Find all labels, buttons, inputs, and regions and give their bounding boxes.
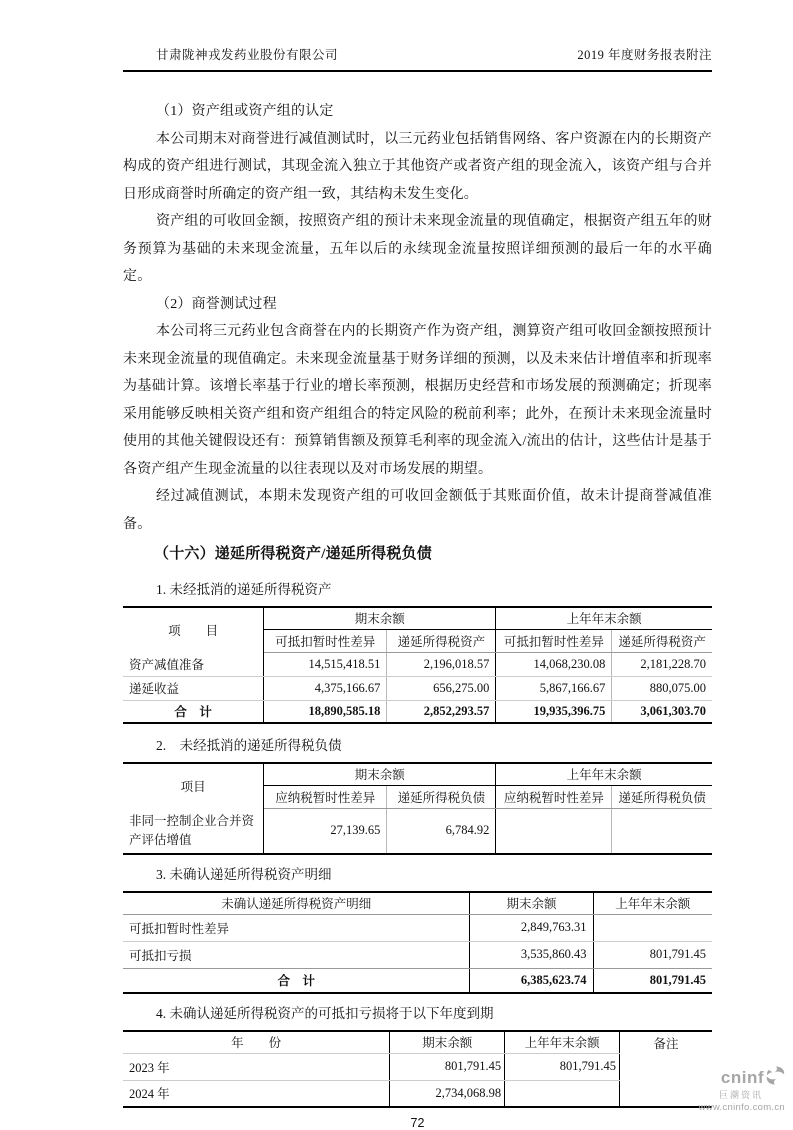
table-header-row [123, 763, 712, 785]
row-label: 递延收益 [123, 676, 264, 700]
header-cell: 递延所得税负债 [612, 785, 712, 808]
header-cell: 期末余额 [390, 1031, 505, 1053]
header-cell: 未确认递延所得税资产明细 [123, 892, 470, 914]
header-cell: 可抵扣暂时性差异 [264, 629, 387, 652]
header-cell: 期末余额 [264, 763, 496, 785]
cninfo-swirl-icon [766, 1066, 785, 1089]
unrecognized-deferred-tax-table [123, 891, 712, 994]
header-cell: 备注 [653, 1036, 679, 1051]
total-label: 合 计 [123, 700, 264, 723]
value-cell: 2,181,228.70 [612, 652, 712, 676]
value-cell: 801,791.45 [505, 1053, 620, 1080]
total-value: 6,385,623.74 [470, 968, 593, 993]
header-cell: 上年年末余额 [496, 763, 712, 785]
value-cell: 2,734,068.98 [390, 1080, 505, 1107]
table-row [123, 941, 712, 968]
row-label: 可抵扣暂时性差异 [123, 914, 470, 941]
row-label: 非同一控制企业合并资产评估增值 [123, 808, 264, 854]
header-cell: 上年年末余额 [496, 607, 712, 629]
paragraph-impairment-result: 经过减值测试，本期未发现资产组的可收回金额低于其账面价值，故未计提商誉减值准备。 [123, 489, 712, 532]
value-cell: 27,139.65 [264, 808, 387, 854]
total-value: 18,890,585.18 [264, 700, 387, 723]
table-total-row [123, 700, 712, 723]
total-value: 19,935,396.75 [496, 700, 612, 723]
header-cell: 上年年末余额 [593, 892, 712, 914]
value-cell: 880,075.00 [612, 676, 712, 700]
header-cell: 应纳税暂时性差异 [264, 785, 387, 808]
deductible-losses-expiry-table [123, 1030, 712, 1108]
item-4-label: 4. 未确认递延所得税资产的可抵扣亏损将于以下年度到期 [156, 1006, 494, 1021]
total-label: 合 计 [123, 968, 470, 993]
total-value: 3,061,303.70 [640, 703, 706, 718]
header-cell: 项 目 [123, 607, 264, 652]
header-cell: 项目 [123, 763, 264, 808]
deferred-tax-assets-table [123, 606, 712, 724]
company-name: 甘肃陇神戎发药业股份有限公司 [156, 48, 339, 62]
value-cell: 14,068,230.08 [496, 652, 612, 676]
header-cell: 递延所得税资产 [387, 629, 496, 652]
table-row [123, 914, 712, 941]
table-row [123, 652, 712, 676]
table-header-row [123, 892, 712, 914]
value-cell: 5,867,166.67 [496, 676, 612, 700]
value-cell: 801,791.45 [593, 941, 712, 968]
item-3-label: 3. 未确认递延所得税资产明细 [156, 867, 332, 882]
table-row [123, 808, 712, 854]
paragraph-goodwill-test: 本公司将三元药业包含商誉在内的长期资产作为资产组，测算资产组可收回金额按照预计未来现金流量的现值确定。未来现金流量基于财务详细的预测，以及未来估计增值率和折现率为基础计算。该增长率基于行业的增长率预测，根据历史经营和市场发展的预测确定；折现率采用能够反映相关资产组和资产组组合的特定风险的税前利率；此外，在预计未来现金流量时使用的其他关键假设还有：预算销售额及预算毛利率的现金流入/流出的估计，这些估计是基于各资产组产生现金流量的以往表现以及对市场发展的期望。 [123, 324, 712, 477]
value-cell: 656,275.00 [387, 676, 496, 700]
value-cell [496, 808, 612, 854]
item-2-label: 2. 未经抵消的递延所得税负债 [156, 738, 342, 753]
table-row [123, 1053, 712, 1080]
header-cell: 递延所得税负债 [387, 785, 496, 808]
table-row [123, 676, 712, 700]
heading-asset-group: （1）资产组或资产组的认定 [156, 104, 334, 119]
header-cell: 上年年末余额 [505, 1031, 620, 1053]
doc-header [123, 45, 712, 72]
header-cell: 可抵扣暂时性差异 [496, 629, 612, 652]
heading-deferred-tax: （十六）递延所得税资产/递延所得税负债 [154, 546, 432, 562]
value-cell [505, 1080, 620, 1107]
row-label: 可抵扣亏损 [123, 941, 470, 968]
paragraph-asset-group-2: 资产组的可收回金额，按照资产组的预计未来现金流量的现值确定，根据资产组五年的财务预算为基础的未来现金流量，五年以后的永续现金流量按照详细预测的最后一年的水平确定。 [123, 214, 712, 284]
row-label: 资产减值准备 [123, 652, 264, 676]
heading-goodwill-test: （2）商誉测试过程 [156, 296, 277, 312]
total-value: 2,852,293.57 [387, 700, 496, 723]
table-header-row [123, 607, 712, 629]
table-total-row [123, 968, 712, 993]
report-title: 2019 年度财务报表附注 [577, 48, 712, 62]
header-cell: 期末余额 [264, 607, 496, 629]
table-row [123, 1080, 712, 1107]
cninfo-brand-text: cninf [720, 1067, 764, 1087]
value-cell: 801,791.45 [390, 1053, 505, 1080]
total-value: 801,791.45 [649, 972, 706, 987]
page-number: 72 [410, 1116, 425, 1130]
header-cell: 应纳税暂时性差异 [496, 785, 612, 808]
doc-body [123, 98, 712, 1130]
value-cell: 3,535,860.43 [470, 941, 593, 968]
deferred-tax-liabilities-table [123, 762, 712, 855]
cninfo-url: www.cninfo.com.cn [698, 1101, 785, 1113]
cninfo-watermark [699, 1066, 785, 1113]
value-cell [612, 808, 712, 854]
cninfo-chinese-name: 巨潮资讯 [718, 1089, 763, 1100]
header-cell: 期末余额 [470, 892, 593, 914]
value-cell: 6,784.92 [387, 808, 496, 854]
item-1-label: 1. 未经抵消的递延所得税资产 [156, 582, 332, 597]
table-header-row [123, 1031, 712, 1053]
header-cell: 年 份 [123, 1031, 390, 1053]
value-cell: 2,849,763.31 [470, 914, 593, 941]
row-label: 2023 年 [123, 1053, 390, 1080]
value-cell [593, 914, 712, 941]
value-cell: 14,515,418.51 [264, 652, 387, 676]
value-cell: 4,375,166.67 [264, 676, 387, 700]
header-cell: 递延所得税资产 [612, 629, 712, 652]
value-cell: 2,196,018.57 [387, 652, 496, 676]
paragraph-asset-group-1: 本公司期末对商誉进行减值测试时，以三元药业包括销售网络、客户资源在内的长期资产构成的资产组进行测试，其现金流入独立于其他资产或者资产组的现金流入，该资产组与合并日形成商誉时所确定的资产组一致，其结构未发生变化。 [123, 131, 712, 202]
row-label: 2024 年 [123, 1080, 390, 1107]
